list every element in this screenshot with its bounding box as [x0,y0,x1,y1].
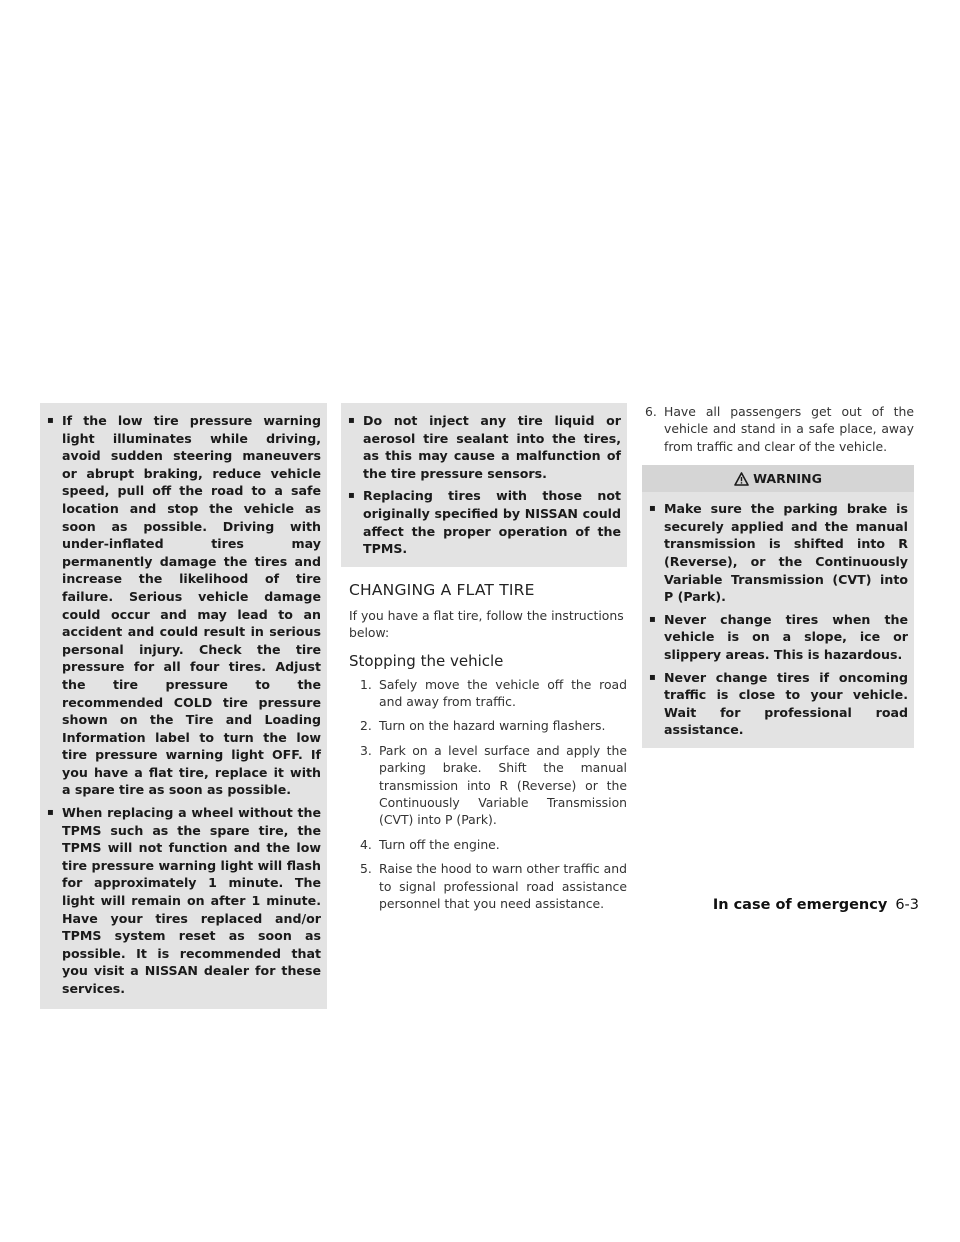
warning-item: ▪ Make sure the parking brake is securely applied and the manual transmission is shifted into R (Reverse), or the Continuously Variable Transmission (CVT) into P (Park). [648,500,908,606]
section-body [341,581,627,913]
warning-body [642,492,914,748]
step-item [349,742,627,829]
caution-item: ▪ Do not inject any tire liquid or aerosol tire sealant into the tires, as this may cause a malfunction of the tire pressure sensors. [347,412,621,482]
warning-list [648,500,908,739]
right-column [634,403,914,748]
section-subheading: Stopping the vehicle [349,651,504,670]
steps-list-continued [634,403,914,455]
page-footer [713,897,919,913]
step-item [349,836,627,853]
caution-list-middle [347,412,621,558]
section-heading: CHANGING A FLAT TIRE [349,580,535,599]
warning-triangle-icon [734,472,749,486]
step-number: 3. [360,742,372,758]
step-text: Park on a level surface and apply the parking brake. Shift the manual transmission into R (Reverse) or the Continuously Variable Transmission (CVT) into P (Park). [379,742,627,828]
step-item [634,403,914,455]
step-number: 2. [360,718,372,734]
step-item [349,676,627,711]
warning-box [642,465,914,748]
warning-item: ▪ Never change tires when the vehicle is on a slope, ice or slippery areas. This is hazardous. [648,611,908,664]
warning-header [642,465,914,492]
caution-box-middle [341,403,627,567]
warning-label: WARNING [753,471,822,487]
caution-box-left [40,403,327,1009]
caution-item: ▪ Replacing tires with those not originally specified by NISSAN could affect the proper operation of the TPMS. [347,487,621,557]
page-number: 6-3 [895,897,919,913]
caution-item: ▪ If the low tire pressure warning light illuminates while driving, avoid sudden steering maneuvers or abrupt braking, reduce vehicle speed, pull off the road to a safe location and stop the vehicle as soon as possible. Driving with under-inflated tires may permanently damage the tires and increase the likelihood of tire failure. Serious vehicle damage could occur and may lead to an accident and could result in serious personal injury. Check the tire pressure for all four tires. Adjust the tire pressure to the recommended COLD tire pressure shown on the Tire and Loading Information label to turn the low tire pressure warning light OFF. If you have a flat tire, replace it with a spare tire as soon as possible. [46,412,321,799]
step-item [349,860,627,912]
warning-item: ▪ Never change tires if oncoming traffic is close to your vehicle. Wait for professional road assistance. [648,669,908,739]
step-text: Safely move the vehicle off the road and away from traffic. [379,676,627,709]
steps-list [349,676,627,913]
step-item [349,717,627,734]
step-number: 1. [360,676,372,692]
section-intro: If you have a flat tire, follow the instructions below: [349,607,624,641]
middle-column [341,403,627,919]
step-text: Have all passengers get out of the vehicle and stand in a safe place, away from traffic and clear of the vehicle. [664,404,914,454]
step-number: 6. [645,404,657,419]
footer-section-title: In case of emergency [712,897,888,913]
step-number: 4. [360,836,372,852]
step-text: Turn on the hazard warning flashers. [379,718,606,734]
caution-list-left [46,412,321,998]
step-text: Turn off the engine. [379,836,500,852]
step-text: Raise the hood to warn other traffic and to signal professional road assistance personnel that you need assistance. [379,861,627,912]
caution-item: ▪ When replacing a wheel without the TPMS such as the spare tire, the TPMS will not function and the low tire pressure warning light will flash for approximately 1 minute. The light will remain on after 1 minute. Have your tires replaced and/or TPMS system reset as soon as possible. It is recommended that you visit a NISSAN dealer for these services. [46,804,321,998]
step-number: 5. [360,861,372,877]
